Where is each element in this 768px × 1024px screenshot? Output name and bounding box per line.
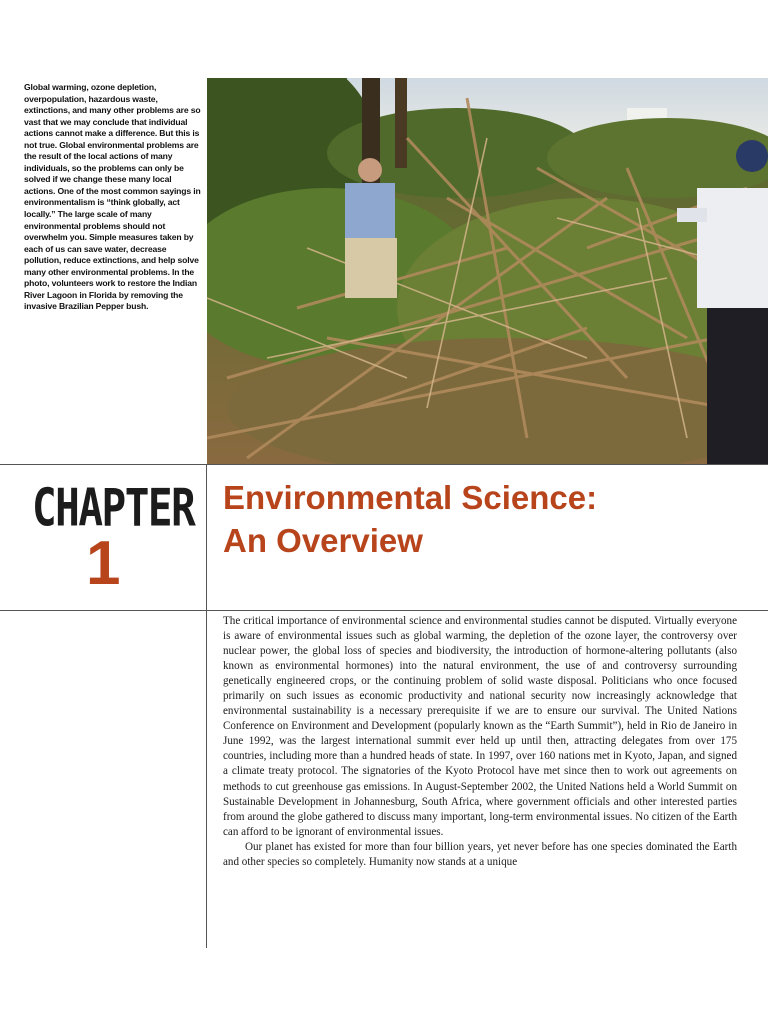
body-text xyxy=(223,614,737,870)
middle-rule xyxy=(0,610,768,611)
top-rule xyxy=(0,464,768,465)
chapter-title-line-2: An Overview xyxy=(223,522,423,559)
photo-caption: Global warming, ozone depletion, overpopulation, hazardous waste, extinctions, and many other problems are so vast that we may conclude that individual actions cannot make a difference. But this is not true. Global environmental problems are the result of the local actions of many individuals, so the problems can only be solved if we change these many local actions. One of the most common sayings in environmentalism is “think globally, act locally.” The large scale of many environmental problems should not overwhelm you. Simple measures taken by each of us can save water, decrease pollution, reduce extinctions, and help solve many other environmental problems. In the photo, volunteers work to restore the Indian River Lagoon in Florida by removing the invasive Brazilian Pepper bush. xyxy=(24,82,201,312)
volunteers-removing-pepper-bush-image xyxy=(207,78,768,464)
body-paragraph-2: Our planet has existed for more than four billion years, yet never before has one species dominated the Earth and other species so completely. Humanity now stands at a unique xyxy=(223,840,737,868)
chapter-label: CHAPTER xyxy=(32,478,195,538)
chapter-title-line-1: Environmental Science: xyxy=(223,479,598,516)
column-rule xyxy=(206,464,207,948)
chapter-title xyxy=(223,476,763,562)
chapter-photo xyxy=(207,78,768,464)
chapter-number: 1 xyxy=(86,529,121,598)
body-paragraph-1: The critical importance of environmental science and environmental studies cannot be disputed. Virtually everyone is aware of environmental issues such as global warming, the depletion of the ozone layer, the controversy over nuclear power, the global loss of species and biodiversity, the introduction of hormone-altering pollutants (also known as environmental hormones) into the natural environment, the use of and controversy surrounding genetically engineered crops, or the continuing problem of solid waste disposal. Politicians who once focused primarily on such issues as economic productivity and national security now increasingly acknowledge that environmental sustainability is a necessary prerequisite if we are to ensure our survival. The United Nations Conference on Environment and Development (popularly known as the “Earth Summit”), held in Rio de Janeiro in June 1992, was the largest international summit ever held up until then, attracting delegates from over 175 countries, including more than a hundred heads of state. In 1997, over 160 nations met in Kyoto, Japan, and signed a climate treaty protocol. The signatories of the Kyoto Protocol have met since then to work out agreements on methods to cut greenhouse gas emissions. In August-September 2002, the United Nations held a World Summit on Sustainable Development in Johannesburg, South Africa, where government officials and other interested parties from around the globe gathered to discuss many important, long-term environmental issues. No citizen of the Earth can afford to be ignorant of environmental issues. xyxy=(223,615,737,838)
